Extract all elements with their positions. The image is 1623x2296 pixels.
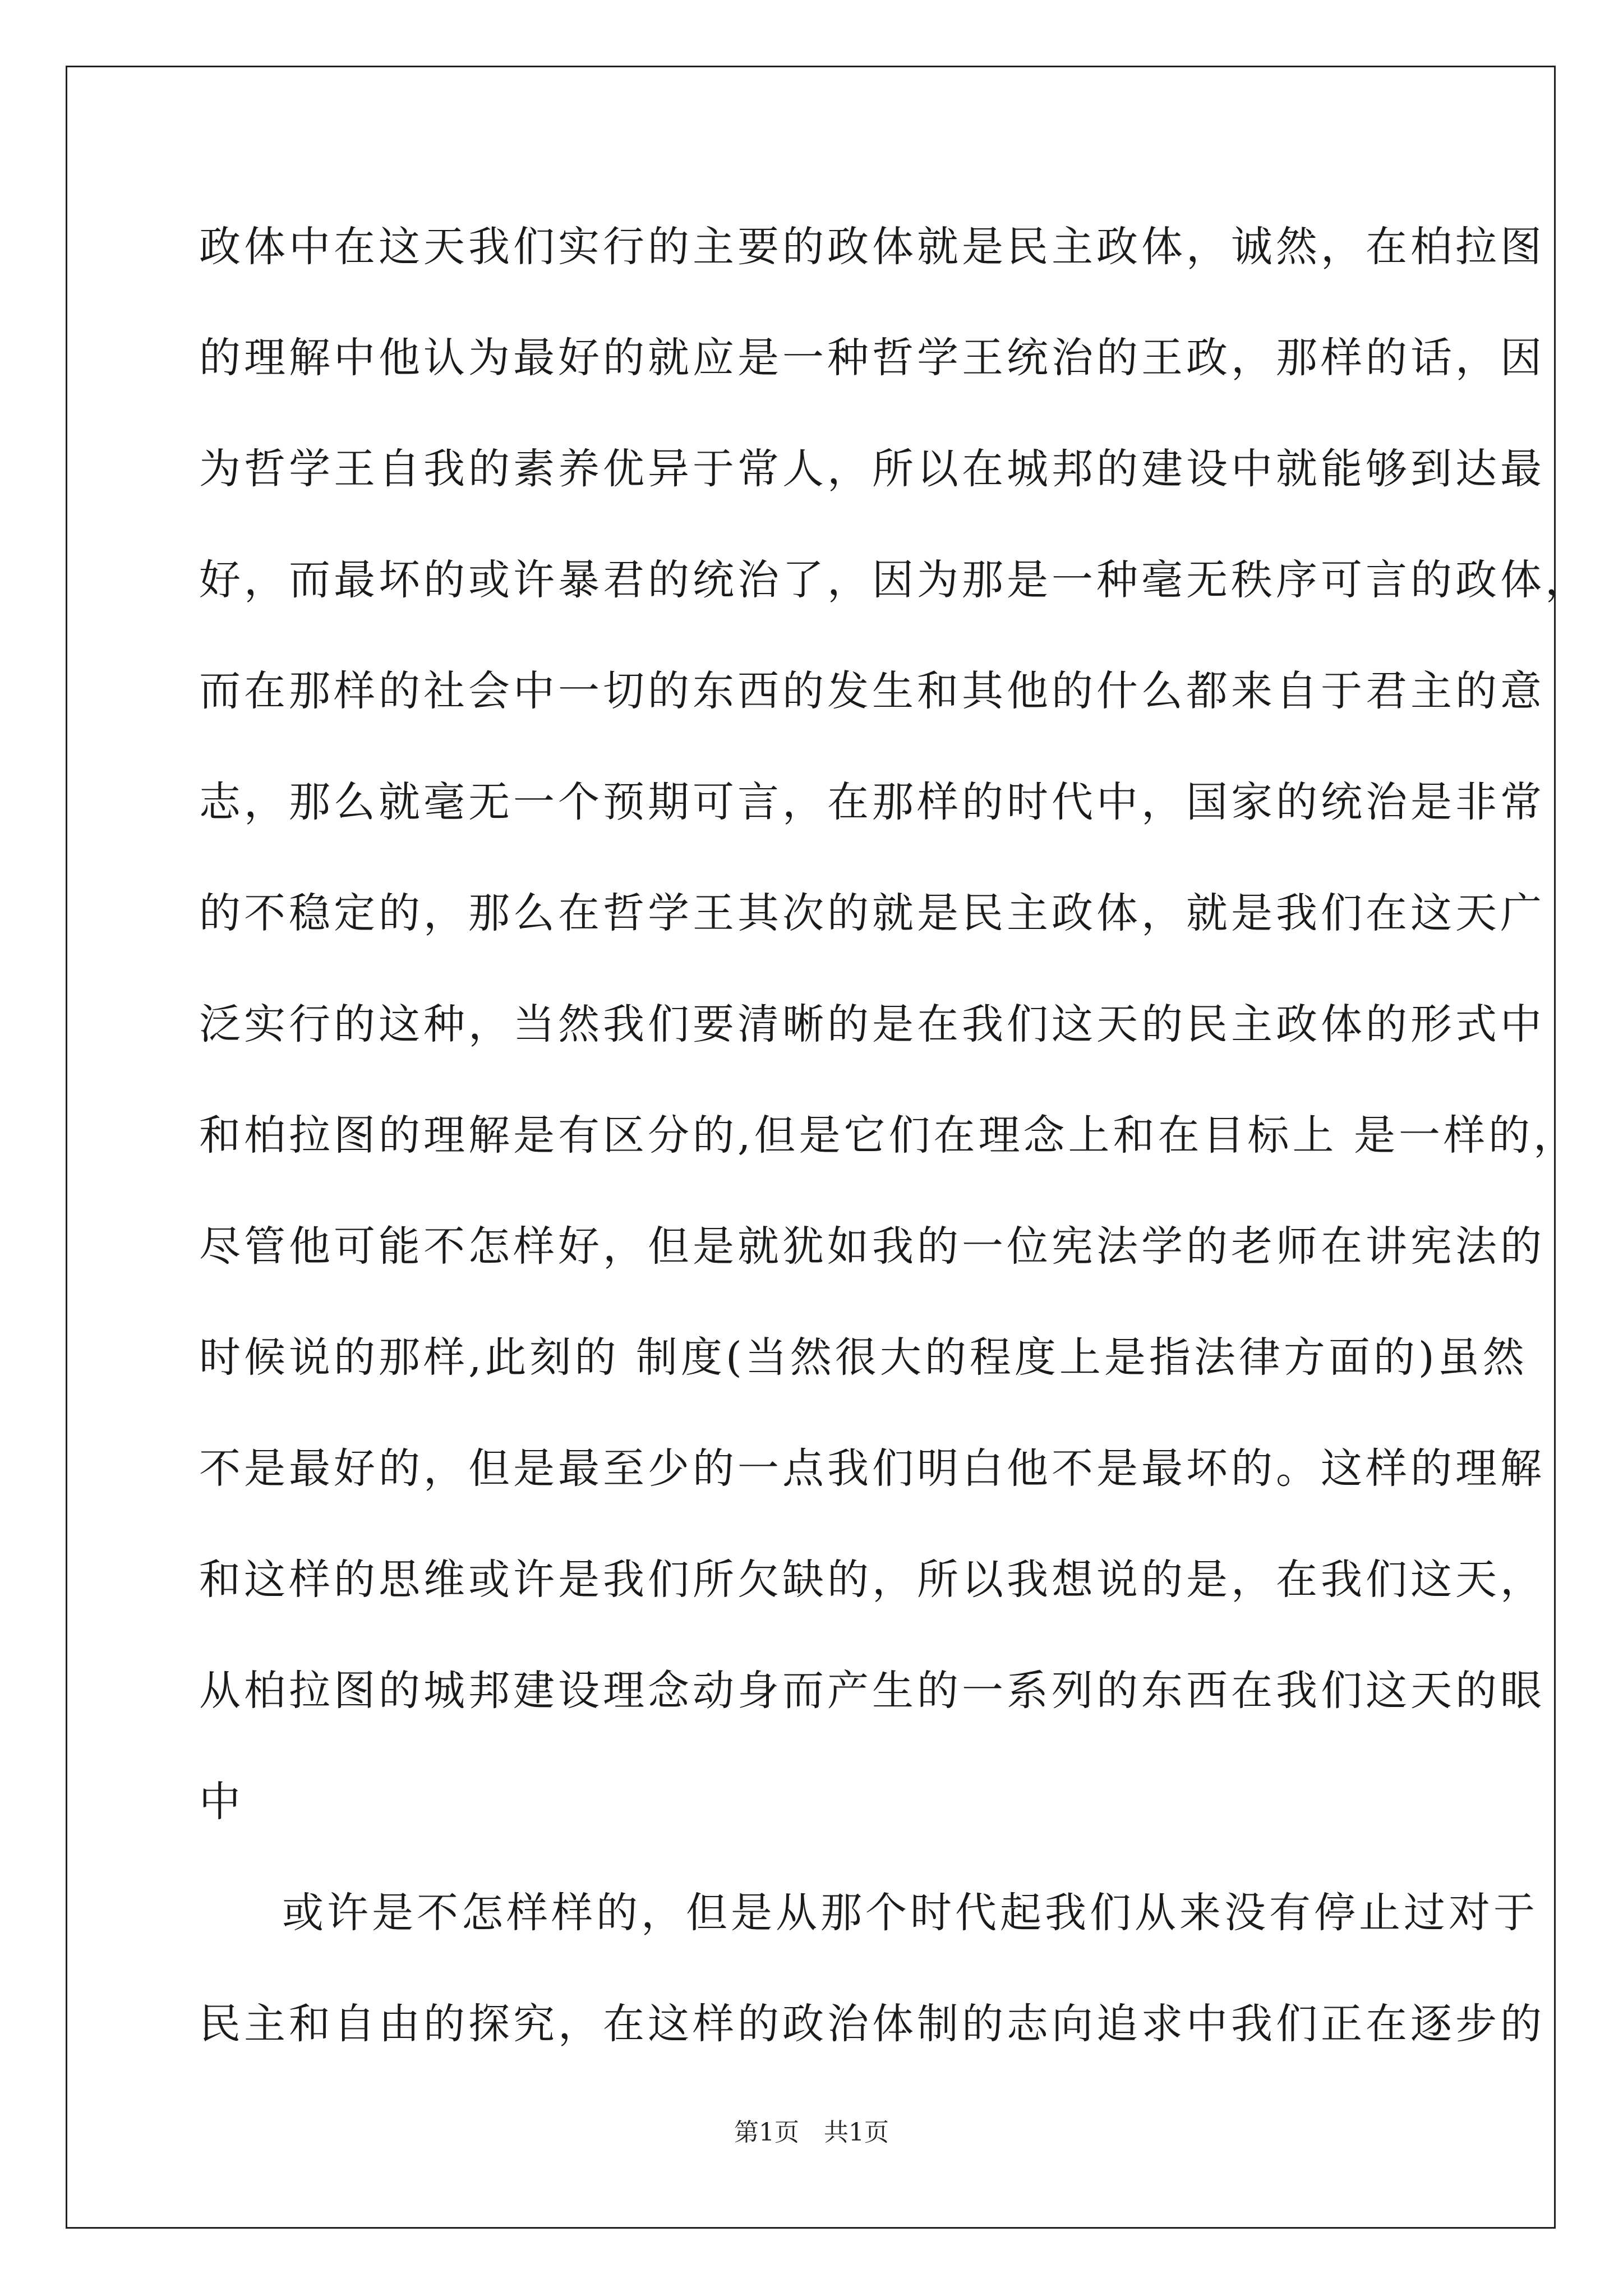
paragraph-line: 不是最好的，但是最至少的一点我们明白他不是最坏的。这样的理解 (199, 1444, 1545, 1493)
paragraph-line: 时候说的那样,此刻的 制度(当然很大的程度上是指法律方面的)虽然 (199, 1333, 1528, 1382)
paragraph-line: 从柏拉图的城邦建设理念动身而产生的一系列的东西在我们这天的眼 (199, 1667, 1545, 1715)
paragraph-line: 政体中在这天我们实行的主要的政体就是民主政体，诚然，在柏拉图 (199, 223, 1545, 271)
paragraph-line: 为哲学王自我的素养优异于常人，所以在城邦的建设中就能够到达最 (199, 445, 1545, 493)
paragraph-line: 而在那样的社会中一切的东西的发生和其他的什么都来自于君主的意 (199, 667, 1545, 715)
paragraph-line: 志，那么就毫无一个预期可言，在那样的时代中，国家的统治是非常 (199, 778, 1545, 826)
paragraph-line: 和这样的思维或许是我们所欠缺的，所以我想说的是，在我们这天， (199, 1556, 1545, 1604)
paragraph-line: 的理解中他认为最好的就应是一种哲学王统治的王政，那样的话，因 (199, 334, 1545, 382)
paragraph-line: 泛实行的这种，当然我们要清晰的是在我们这天的民主政体的形式中 (199, 1000, 1545, 1048)
paragraph-line: 中 (199, 1778, 244, 1826)
paragraph-line: 或许是不怎样样的，但是从那个时代起我们从来没有停止过对于 (282, 1889, 1538, 1937)
paragraph-line: 尽管他可能不怎样好，但是就犹如我的一位宪法学的老师在讲宪法的 (199, 1222, 1545, 1271)
paragraph-line: 好，而最坏的或许暴君的统治了，因为那是一种毫无秩序可言的政体， (199, 556, 1590, 604)
paragraph-line: 的不稳定的，那么在哲学王其次的就是民主政体，就是我们在这天广 (199, 889, 1545, 937)
page-number-footer: 第1页 共1页 (734, 2118, 889, 2147)
paragraph-line: 和柏拉图的理解是有区分的,但是它们在理念上和在目标上 是一样的， (199, 1111, 1579, 1159)
paragraph-line: 民主和自由的探究，在这样的政治体制的志向追求中我们正在逐步的 (199, 2000, 1545, 2048)
